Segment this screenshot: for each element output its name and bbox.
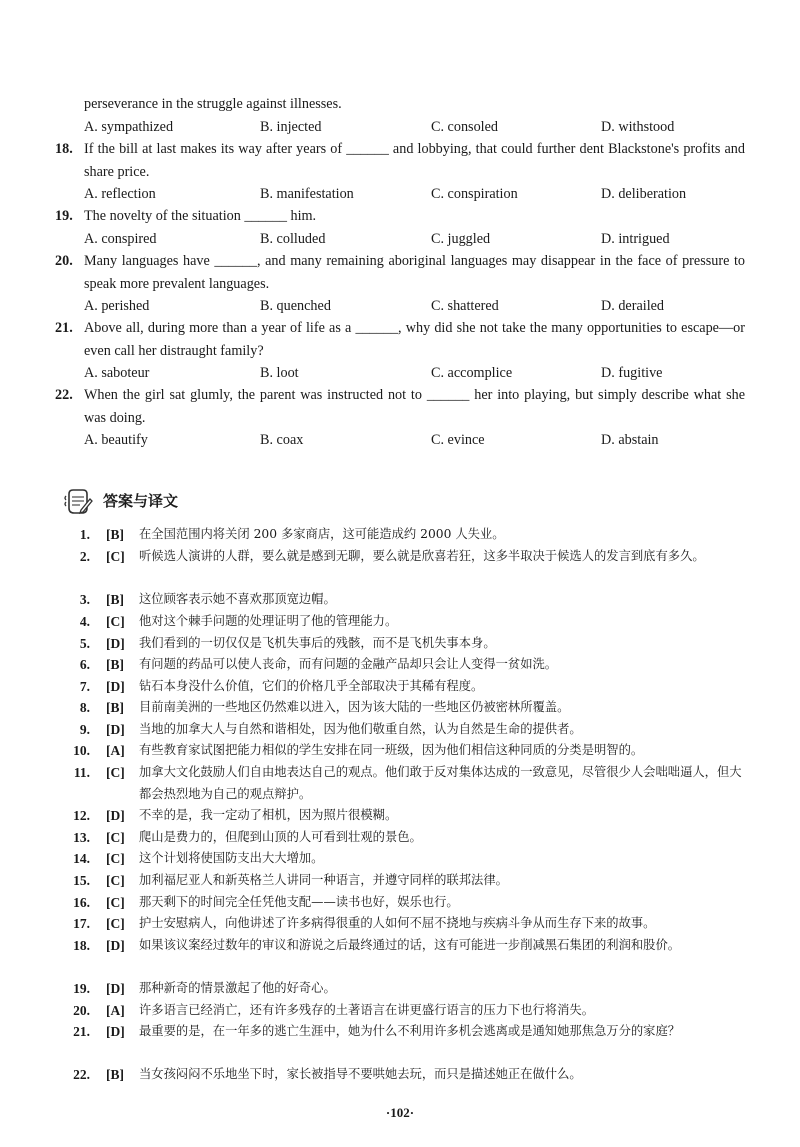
answer-item bbox=[62, 654, 748, 676]
answer-key: [D] bbox=[106, 808, 125, 823]
answer-key: [C] bbox=[106, 549, 125, 564]
page-number: ·102· bbox=[385, 1105, 415, 1120]
question-18-options bbox=[84, 183, 744, 205]
question-number: 19. bbox=[55, 208, 73, 224]
translation: 他对这个棘手问题的处理证明了他的管理能力。 bbox=[139, 614, 398, 628]
option-a: A. conspired bbox=[84, 231, 157, 247]
answer-key: [D] bbox=[106, 722, 125, 737]
answer-number: 18. bbox=[73, 938, 90, 953]
question-stem: If the bill at last makes its way after years of ______ and lobbying, that could further dent Blackstone's profits and share price. bbox=[84, 141, 745, 180]
option-d: D. intrigued bbox=[601, 231, 670, 247]
translation: 我们看到的一切仅仅是飞机失事后的残骸，而不是飞机失事本身。 bbox=[139, 636, 496, 650]
translation: 在全国范围内将关闭 200 多家商店，这可能造成约 2000 人失业。 bbox=[139, 527, 505, 541]
question-22-options bbox=[84, 429, 744, 451]
question-number: 21. bbox=[55, 320, 73, 336]
answer-key: [C] bbox=[106, 614, 125, 629]
answer-key: [A] bbox=[106, 743, 125, 758]
option-c: C. accomplice bbox=[431, 365, 513, 381]
option-b: B. colluded bbox=[260, 231, 326, 247]
question-19 bbox=[55, 205, 745, 228]
answer-item bbox=[62, 1064, 748, 1086]
notebook-pencil-icon bbox=[63, 486, 93, 516]
answer-item bbox=[62, 589, 748, 611]
answer-key: [C] bbox=[106, 873, 125, 888]
answer-item bbox=[62, 719, 748, 741]
question-number: 22. bbox=[55, 387, 73, 403]
answer-key: [B] bbox=[106, 657, 124, 672]
translation: 加拿大文化鼓励人们自由地表达自己的观点。他们敢于反对集体达成的一致意见，尽管很少人会咄咄逼人，但大都会热烈地为自己的观点辩护。 bbox=[139, 765, 742, 801]
answer-number: 14. bbox=[73, 851, 90, 866]
section-title: 答案与译文 bbox=[103, 492, 179, 510]
question-stem: When the girl sat glumly, the parent was instructed not to ______ her into playing, but simply describe what she was doing. bbox=[84, 387, 745, 426]
option-c: C. evince bbox=[431, 432, 485, 448]
answer-number: 3. bbox=[79, 592, 90, 607]
option-a: A. beautify bbox=[84, 432, 148, 448]
answer-number: 8. bbox=[79, 700, 90, 715]
answer-item bbox=[62, 697, 748, 719]
option-c: C. conspiration bbox=[431, 186, 518, 202]
translation: 护士安慰病人，向他讲述了许多病得很重的人如何不屈不挠地与疾病斗争从而生存下来的故事。 bbox=[139, 916, 656, 930]
option-a: A. reflection bbox=[84, 186, 156, 202]
translation: 有问题的药品可以使人丧命，而有问题的金融产品却只会让人变得一贫如洗。 bbox=[139, 657, 558, 671]
translation: 那天剩下的时间完全任凭他支配——读书也好，娱乐也行。 bbox=[139, 895, 459, 909]
answer-key: [B] bbox=[106, 592, 124, 607]
answer-number: 7. bbox=[79, 679, 90, 694]
answer-key: [B] bbox=[106, 700, 124, 715]
answer-item bbox=[62, 892, 748, 914]
answer-number: 22. bbox=[73, 1067, 90, 1082]
translation: 最重要的是，在一年多的逃亡生涯中，她为什么不利用许多机会逃离或是通知她那焦急万分的家庭？ bbox=[139, 1024, 681, 1038]
option-a: A. sympathized bbox=[84, 119, 174, 135]
answer-number: 5. bbox=[79, 636, 90, 651]
option-b: B. loot bbox=[260, 365, 299, 381]
answer-item bbox=[62, 1021, 748, 1043]
answer-item bbox=[62, 870, 748, 892]
translation: 目前南美洲的一些地区仍然难以进入，因为该大陆的一些地区仍被密林所覆盖。 bbox=[139, 700, 570, 714]
question-17-continuation: perseverance in the struggle against illnesses. bbox=[84, 96, 342, 112]
answer-item bbox=[62, 611, 748, 633]
answer-key: [C] bbox=[106, 765, 125, 780]
answer-item bbox=[62, 524, 748, 546]
translation: 不幸的是，我一定动了相机，因为照片很模糊。 bbox=[139, 808, 398, 822]
option-c: C. shattered bbox=[431, 298, 499, 314]
answer-item bbox=[62, 762, 748, 805]
answer-number: 17. bbox=[73, 916, 90, 931]
translation: 爬山是费力的，但爬到山顶的人可看到壮观的景色。 bbox=[139, 830, 422, 844]
answer-number: 19. bbox=[73, 981, 90, 996]
answer-key: [D] bbox=[106, 636, 125, 651]
answer-key: [D] bbox=[106, 938, 125, 953]
option-d: D. withstood bbox=[601, 119, 675, 135]
translation: 有些教育家试图把能力相似的学生安排在同一班级，因为他们相信这种同质的分类是明智的。 bbox=[139, 743, 644, 757]
answer-key: [D] bbox=[106, 981, 125, 996]
option-c: C. juggled bbox=[431, 231, 491, 247]
answer-key: [D] bbox=[106, 1024, 125, 1039]
option-b: B. coax bbox=[260, 432, 304, 448]
answer-key: [D] bbox=[106, 679, 125, 694]
option-b: B. manifestation bbox=[260, 186, 354, 202]
question-21-options bbox=[84, 362, 744, 384]
translation: 当地的加拿大人与自然和谐相处，因为他们敬重自然，认为自然是生命的提供者。 bbox=[139, 722, 582, 736]
answer-key: [A] bbox=[106, 1003, 125, 1018]
question-stem: Many languages have ______, and many remaining aboriginal languages may disappear in the face of pressure to speak more prevalent languages. bbox=[84, 253, 745, 292]
answer-number: 21. bbox=[73, 1024, 90, 1039]
answer-key: [C] bbox=[106, 916, 125, 931]
translation: 钻石本身没什么价值，它们的价格几乎全部取决于其稀有程度。 bbox=[139, 679, 484, 693]
question-21 bbox=[55, 317, 745, 362]
answer-number: 10. bbox=[73, 743, 90, 758]
translation: 听候选人演讲的人群，要么就是感到无聊，要么就是欣喜若狂，这多半取决于候选人的发言到底有多久。 bbox=[139, 549, 705, 563]
answer-item bbox=[62, 848, 748, 870]
answer-item bbox=[62, 827, 748, 849]
translation: 加利福尼亚人和新英格兰人讲同一种语言，并遵守同样的联邦法律。 bbox=[139, 873, 508, 887]
answer-key: [B] bbox=[106, 1067, 124, 1082]
question-number: 18. bbox=[55, 141, 73, 157]
answer-number: 16. bbox=[73, 895, 90, 910]
question-stem: Above all, during more than a year of life as a ______, why did she not take the many opportunities to escape—or even call her distraught family? bbox=[84, 320, 745, 359]
answer-key: [C] bbox=[106, 851, 125, 866]
answer-key: [C] bbox=[106, 895, 125, 910]
question-number: 20. bbox=[55, 253, 73, 269]
question-17-options bbox=[84, 116, 744, 138]
option-a: A. saboteur bbox=[84, 365, 150, 381]
question-18 bbox=[55, 138, 745, 183]
answer-key: [B] bbox=[106, 527, 124, 542]
answer-number: 12. bbox=[73, 808, 90, 823]
answer-item bbox=[62, 633, 748, 655]
answer-number: 1. bbox=[79, 527, 90, 542]
answer-item bbox=[62, 740, 748, 762]
question-20 bbox=[55, 250, 745, 295]
answer-number: 6. bbox=[79, 657, 90, 672]
answer-key: [C] bbox=[106, 830, 125, 845]
translation: 那种新奇的情景激起了他的好奇心。 bbox=[139, 981, 336, 995]
question-22 bbox=[55, 384, 745, 429]
option-b: B. injected bbox=[260, 119, 322, 135]
answer-number: 13. bbox=[73, 830, 90, 845]
option-d: D. abstain bbox=[601, 432, 659, 448]
answer-item bbox=[62, 546, 748, 568]
translation: 这位顾客表示她不喜欢那顶宽边帽。 bbox=[139, 592, 336, 606]
question-19-options bbox=[84, 228, 744, 250]
option-d: D. derailed bbox=[601, 298, 665, 314]
translation: 这个计划将使国防支出大大增加。 bbox=[139, 851, 324, 865]
option-a: A. perished bbox=[84, 298, 150, 314]
answer-number: 4. bbox=[79, 614, 90, 629]
answer-item bbox=[62, 805, 748, 827]
translation: 许多语言已经消亡，还有许多残存的土著语言在讲更盛行语言的压力下也行将消失。 bbox=[139, 1003, 594, 1017]
answer-item bbox=[62, 913, 748, 935]
answer-item bbox=[62, 978, 748, 1000]
answer-number: 15. bbox=[73, 873, 90, 888]
translation: 如果该议案经过数年的审议和游说之后最终通过的话，这有可能进一步削减黑石集团的利润和股价。 bbox=[139, 938, 681, 952]
answer-number: 2. bbox=[79, 549, 90, 564]
answer-item bbox=[62, 935, 748, 957]
option-d: D. deliberation bbox=[601, 186, 687, 202]
translation: 当女孩闷闷不乐地坐下时，家长被指导不要哄她去玩，而只是描述她正在做什么。 bbox=[139, 1067, 582, 1081]
option-b: B. quenched bbox=[260, 298, 331, 314]
answer-number: 11. bbox=[73, 765, 90, 780]
question-stem: The novelty of the situation ______ him. bbox=[84, 208, 317, 224]
answer-number: 20. bbox=[73, 1003, 90, 1018]
option-d: D. fugitive bbox=[601, 365, 663, 381]
answer-item bbox=[62, 676, 748, 698]
question-20-options bbox=[84, 295, 744, 317]
answer-number: 9. bbox=[79, 722, 90, 737]
answer-item bbox=[62, 1000, 748, 1022]
option-c: C. consoled bbox=[431, 119, 498, 135]
